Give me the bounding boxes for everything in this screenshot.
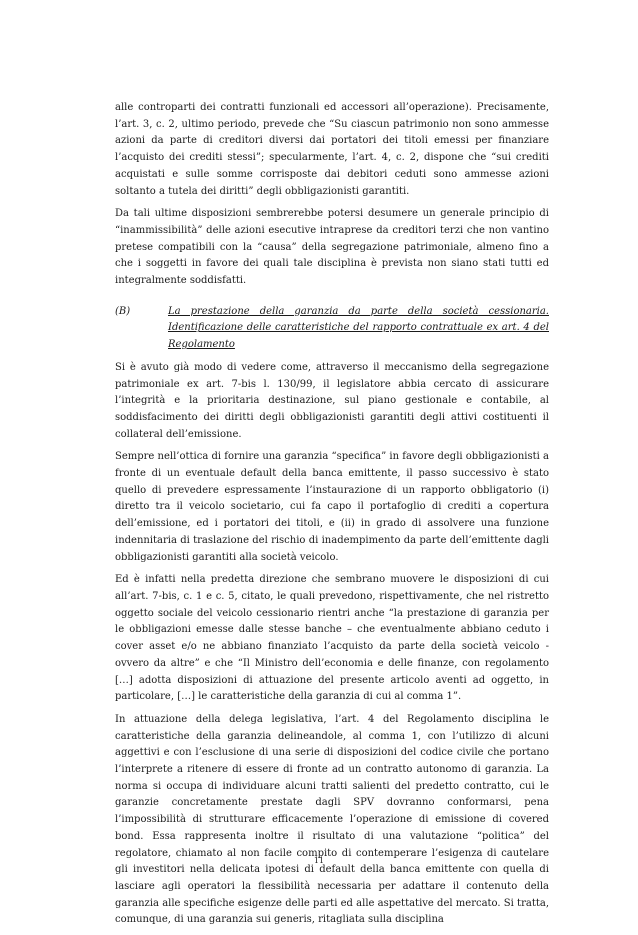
paragraph-art-4: In attuazione della delega legislativa, l’art. 4 del Regolamento disciplina le caratteristiche della garanzia delineandole, al comma 1, con l’utilizzo di alcuni aggettivi e con l’esclusione di una serie di disposizioni del codice civile che portano l’interprete a ritenere di essere di fronte ad un contratto autonomo di garanzia. La norma si occupa di individuare alcuni tratti salienti del predetto contratto, cui le garanzie concretamente prestate dagli SPV dovranno conformarsi, pena l’impossibilità di strutturare efficacemente l’operazione di emissione di covered bond. Essa rappresenta inoltre il risultato di una valutazione “politica” del regolatore, chiamato al non facile compito di contemperare l’esigenza di cautelare gli investitori nella delicata ipotesi di default della banca emittente con quella di lasciare agli operatori la flessibilità necessaria per adattare il contenuto della garanzia alle specifiche esigenze delle parti ed alle aspettative del mercato. Si tratta, comunque, di una garanzia sui generis, ritagliata sulla disciplina bbox=[115, 713, 549, 926]
paragraph-principle: Da tali ultime disposizioni sembrerebbe potersi desumere un generale principio di “inammissibilità” delle azioni esecutive intraprese da creditori terzi che non vantino pretese compatibili con la “causa” della segregazione patrimoniale, almeno fino a che i soggetti in favore dei quali tale disciplina è prevista non siano stati tutti ed integralmente soddisfatti. bbox=[115, 208, 549, 287]
section-label: (B) bbox=[115, 305, 131, 317]
paragraph-continuation: alle controparti dei contratti funzionali ed accessori all’operazione). Precisamente, l’art. 3, c. 2, ultimo periodo, prevede che “Su ciascun patrimonio non sono ammesse azioni da parte di creditori diversi dai portatori dei titoli emessi per finanziare l’acquisto dei crediti stessi”; specularmente, l’art. 4, c. 2, dispone che “sui crediti acquistati e sulle somme corrisposte dai debitori ceduti sono ammesse azioni soltanto a tutela dei diritti” degli obbligazionisti garantiti. bbox=[115, 102, 549, 197]
section-title: La prestazione della garanzia da parte della società cessionaria. Identificazione delle caratteristiche del rapporto contrattuale ex art. 4 del Regolamento bbox=[168, 305, 549, 351]
section-heading-b bbox=[115, 304, 549, 354]
paragraph-segregation: Si è avuto già modo di vedere come, attraverso il meccanismo della segregazione patrimoniale ex art. 7-bis l. 130/99, il legislatore abbia cercato di assicurare l’integrità e la prioritaria destinazione, sul piano gestionale e contabile, al soddisfacimento dei diritti degli obbligazionisti garantiti degli attivi costituenti il collateral dell’emissione. bbox=[115, 361, 549, 440]
paragraph-specific-guarantee: Sempre nell’ottica di fornire una garanzia “specifica” in favore degli obbligazionisti a fronte di un eventuale default della banca emittente, il passo successivo è stato quello di prevedere espressamente l’instaurazione di un rapporto obbligatorio (i) diretto tra il veicolo societario, cui fa capo il portafoglio di crediti a copertura dell’emissione, ed i portatori dei titoli, e (ii) in grado di assolvere una funzione indennitaria di traslazione del rischio di inadempimento da parte dell’emittente dagli obbligazionisti garantiti alla società veicolo. bbox=[115, 451, 549, 563]
body-text bbox=[115, 100, 549, 935]
paragraph-art-7bis: Ed è infatti nella predetta direzione che sembrano muovere le disposizioni di cui all’art. 7-bis, c. 1 e c. 5, citato, le quali prevedono, rispettivamente, che nel ristretto oggetto sociale del veicolo cessionario rientri anche “la prestazione di garanzia per le obbligazioni emesse dalle stesse banche – che eventualmente abbiano ceduto i cover asset e/o ne abbiano finanziato l’acquisto da parte della società veicolo - ovvero da altre” e che “Il Ministro dell’economia e delle finanze, con regolamento […] adotta disposizioni di attuazione del presente articolo aventi ad oggetto, in particolare, […] le caratteristiche della garanzia di cui al comma 1”. bbox=[115, 574, 549, 703]
page-number: 11 bbox=[313, 856, 325, 865]
